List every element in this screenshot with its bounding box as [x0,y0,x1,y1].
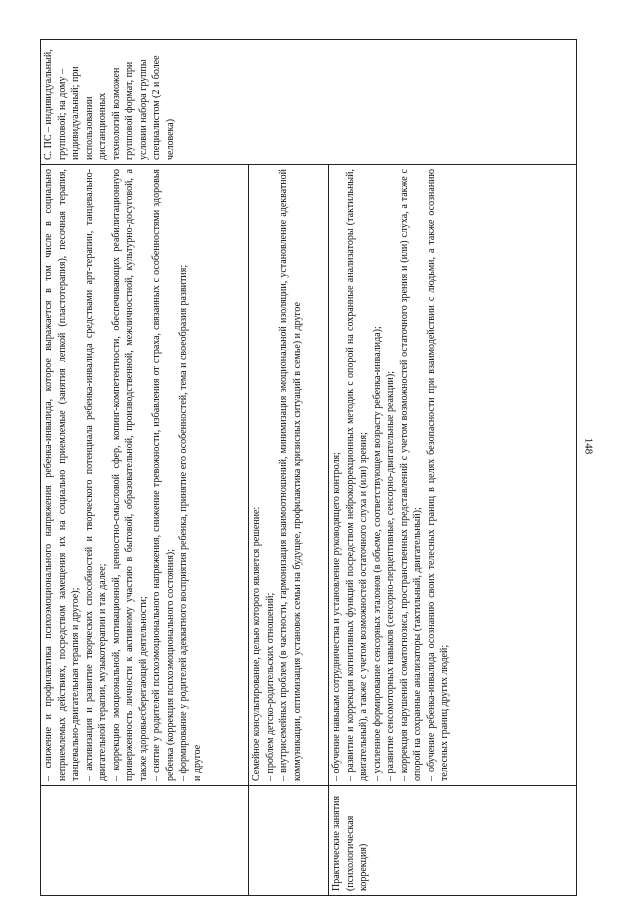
list-item: – коррекция нарушений соматогнозиса, пространственных представлений с учетом возможностей остаточного зрения и (или) слуха, а также с опорой на сохранные анализаторы (тактильный, двигательный); [398,169,423,781]
content-cell [41,165,249,786]
table-row [329,40,577,896]
section-cell: Практические занятия (психологическая коррекция) [329,786,577,896]
section-cell [41,786,249,896]
list-item: – формирование у родителей адекватного восприятия ребенка, принятие его особенностей, тема и своеобразия развития; [178,264,189,781]
list-item: – обучение навыкам сотрудничества и установление руководящего контроля; [331,452,342,781]
rehabilitation-table [40,39,577,896]
list-item: – усиленное формирование сенсорных эталонов (в объеме, соответствующем возрасту ребенка-инвалида); [371,326,383,781]
table-row [249,40,329,896]
list-item: и другое [191,744,203,781]
page-number: 148 [582,437,595,455]
list-item: – снятие у родителей психоэмоционального напряжения, снижение тревожности, избавления от страха, связанных с особенностями здоровья ребенка (коррекция психоэмоционального состояния); [151,169,176,781]
list-item: – проблем детско-родительских отношений; [264,592,276,781]
list-item: – внутрисемейных проблем (в частности, гармонизация взаимоотношений, минимизация эмоциональной изоляции, установление адекватной коммуникации, оптимизация установок семьи на будущее, профилактика кризисных ситуаций в семье) и другое [278,169,303,781]
content-cell [249,165,329,786]
table-row [41,40,249,896]
content-cell [329,165,577,786]
rotated-page [40,40,577,896]
list-item: – развитие сенсомоторных навыков (сенсорно-перцептивные, сенсорно-двигательные реакции); [385,370,396,781]
format-text: С. ПС – индивидуальный, групповой; на дому – индивидуальный; при использовании дистанционных технологий возможен групповой формат, при условии набора группы специалистом (2 и более человека) [43,49,176,160]
list-item: – обучение ребенка-инвалида осознанию своих телесных границ в целях безопасности при взаимодействии с людьми, а также осознанию телесных границ других людей; [425,169,450,781]
list-item: – коррекцию эмоциональной, мотивационной, ценностно-смысловой сфер, копинг-компетентности, обеспечивающих реабилитационную приверженность личности к активному участию в бытовой, образовательной, производственной, межличностной, культурно-досуговой, а также здоровьесберегающей деятельности; [110,169,149,781]
section-cell [249,786,329,896]
format-cell [41,40,577,165]
list-item: – развитие и коррекция когнитивных функций посредством нейрокоррекционных методик с опорой на сохранные анализаторы (тактильный, двигательный), а также с учетом возможностей остаточного слуха и (или) зрения; [344,169,369,781]
list-item: – снижение и профилактика психоэмоционального напряжения ребенка-инвалида, которое выражается в том числе в социально неприемлемых действиях, посредством замещения их на социально приемлемые (занятия лепкой (пластотерапия), песочная терапия, танцевально-двигательная терапия и другое); [43,169,81,781]
list-item: – активизация и развитие творческих способностей и творческого потенциала ребенка-инвалида средствами арт-терапии, танцевально-двигательной терапии, музыкотерапии и так далее; [83,169,108,781]
list-item: Семейное консультирование, целью которого является решение: [251,506,262,781]
